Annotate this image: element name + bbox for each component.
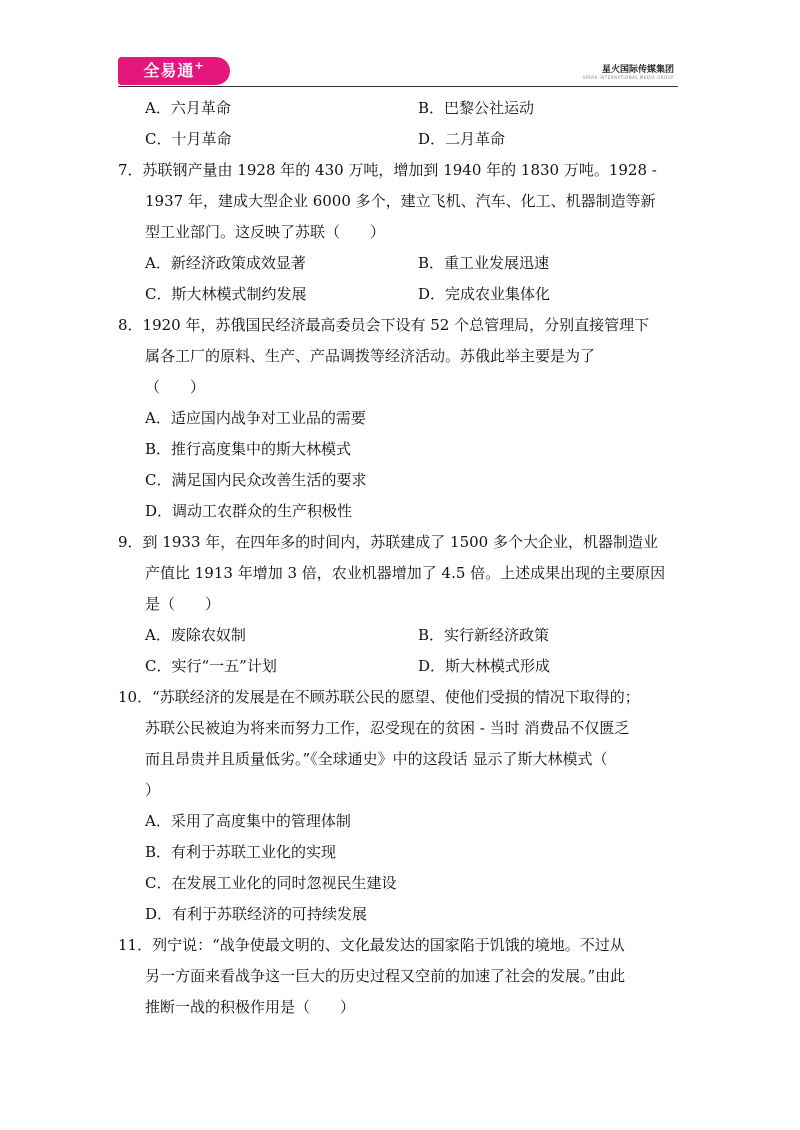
q10-option-c: C．在发展工业化的同时忽视民生建设 (145, 874, 397, 892)
q11-text-line1: 11．列宁说：“战争使最文明的、文化最发达的国家陷于饥饿的境地。不过从 (118, 936, 625, 954)
q9-text-line1: 9．到 1933 年，在四年多的时间内，苏联建成了 1500 多个大企业，机器制造业 (118, 533, 658, 551)
logo-text: 全易通 (143, 61, 195, 80)
q8-text-line3: （ ） (145, 378, 206, 396)
q10-text-line2: 苏联公民被迫为将来而努力工作，忍受现在的贫困 - 当时 消费品不仅匮乏 (145, 719, 630, 737)
q6-option-a: A．六月革命 (145, 99, 231, 117)
q6-option-d: D．二月革命 (418, 130, 506, 148)
q9-option-a: A．废除农奴制 (145, 626, 246, 644)
q8-text-line1: 8．1920 年，苏俄国民经济最高委员会下设有 52 个总管理局，分别直接管理下 (118, 316, 650, 334)
q7-option-d: D．完成农业集体化 (418, 285, 551, 303)
q9-text-line3: 是（ ） (145, 595, 221, 613)
page-header (0, 0, 800, 90)
q6-option-b: B．巴黎公社运动 (418, 99, 535, 117)
q9-option-d: D．斯大林模式形成 (418, 657, 551, 675)
q8-option-b: B．推行高度集中的斯大林模式 (145, 440, 352, 458)
q6-option-c: C．十月革命 (145, 130, 232, 148)
q8-option-c: C．满足国内民众改善生活的要求 (145, 471, 367, 489)
q10-text-line3: 而且昂贵并且质量低劣。”《全球通史》中的这段话 显示了斯大林模式（ (145, 750, 608, 768)
brand (582, 62, 674, 80)
q10-option-a: A．采用了高度集中的管理体制 (145, 812, 351, 830)
q7-option-b: B．重工业发展迅速 (418, 254, 550, 272)
q7-option-c: C．斯大林模式制约发展 (145, 285, 307, 303)
logo-plus: + (194, 59, 205, 72)
q10-text-line1: 10．“苏联经济的发展是在不顾苏联公民的愿望、使他们受损的情况下取得的； (118, 688, 640, 706)
q11-text-line3: 推断一战的积极作用是（ ） (145, 998, 356, 1016)
q11-text-line2: 另一方面来看战争这一巨大的历史过程又空前的加速了社会的发展。”由此 (145, 967, 626, 985)
q7-option-a: A．新经济政策成效显著 (145, 254, 306, 272)
q8-text-line2: 属各工厂的原料、生产、产品调拨等经济活动。苏俄此举主要是为了 (145, 347, 596, 365)
q9-text-line2: 产值比 1913 年增加 3 倍，农业机器增加了 4.5 倍。上述成果出现的主要原因 (145, 564, 666, 582)
q7-text-line2: 1937 年，建成大型企业 6000 多个，建立飞机、汽车、化工、机器制造等新 (145, 192, 656, 210)
q10-text-line4: ） (145, 781, 161, 799)
header-rule (118, 86, 678, 87)
q10-option-b: B．有利于苏联工业化的实现 (145, 843, 337, 861)
q8-option-a: A．适应国内战争对工业品的需要 (145, 409, 366, 427)
q7-text-line3: 型工业部门。这反映了苏联（ ） (145, 223, 386, 241)
q9-option-b: B．实行新经济政策 (418, 626, 550, 644)
brand-name: 星火国际传媒集团 (601, 65, 674, 75)
logo (118, 57, 230, 85)
q9-option-c: C．实行“一五”计划 (145, 657, 277, 675)
q10-option-d: D．有利于苏联经济的可持续发展 (145, 905, 368, 923)
brand-subtitle: SPARK INTERNATIONAL MEDIA GROUP (582, 75, 674, 80)
q7-text-line1: 7．苏联钢产量由 1928 年的 430 万吨，增加到 1940 年的 1830 万吨。1928 - (118, 161, 657, 179)
q8-option-d: D．调动工农群众的生产积极性 (145, 502, 353, 520)
